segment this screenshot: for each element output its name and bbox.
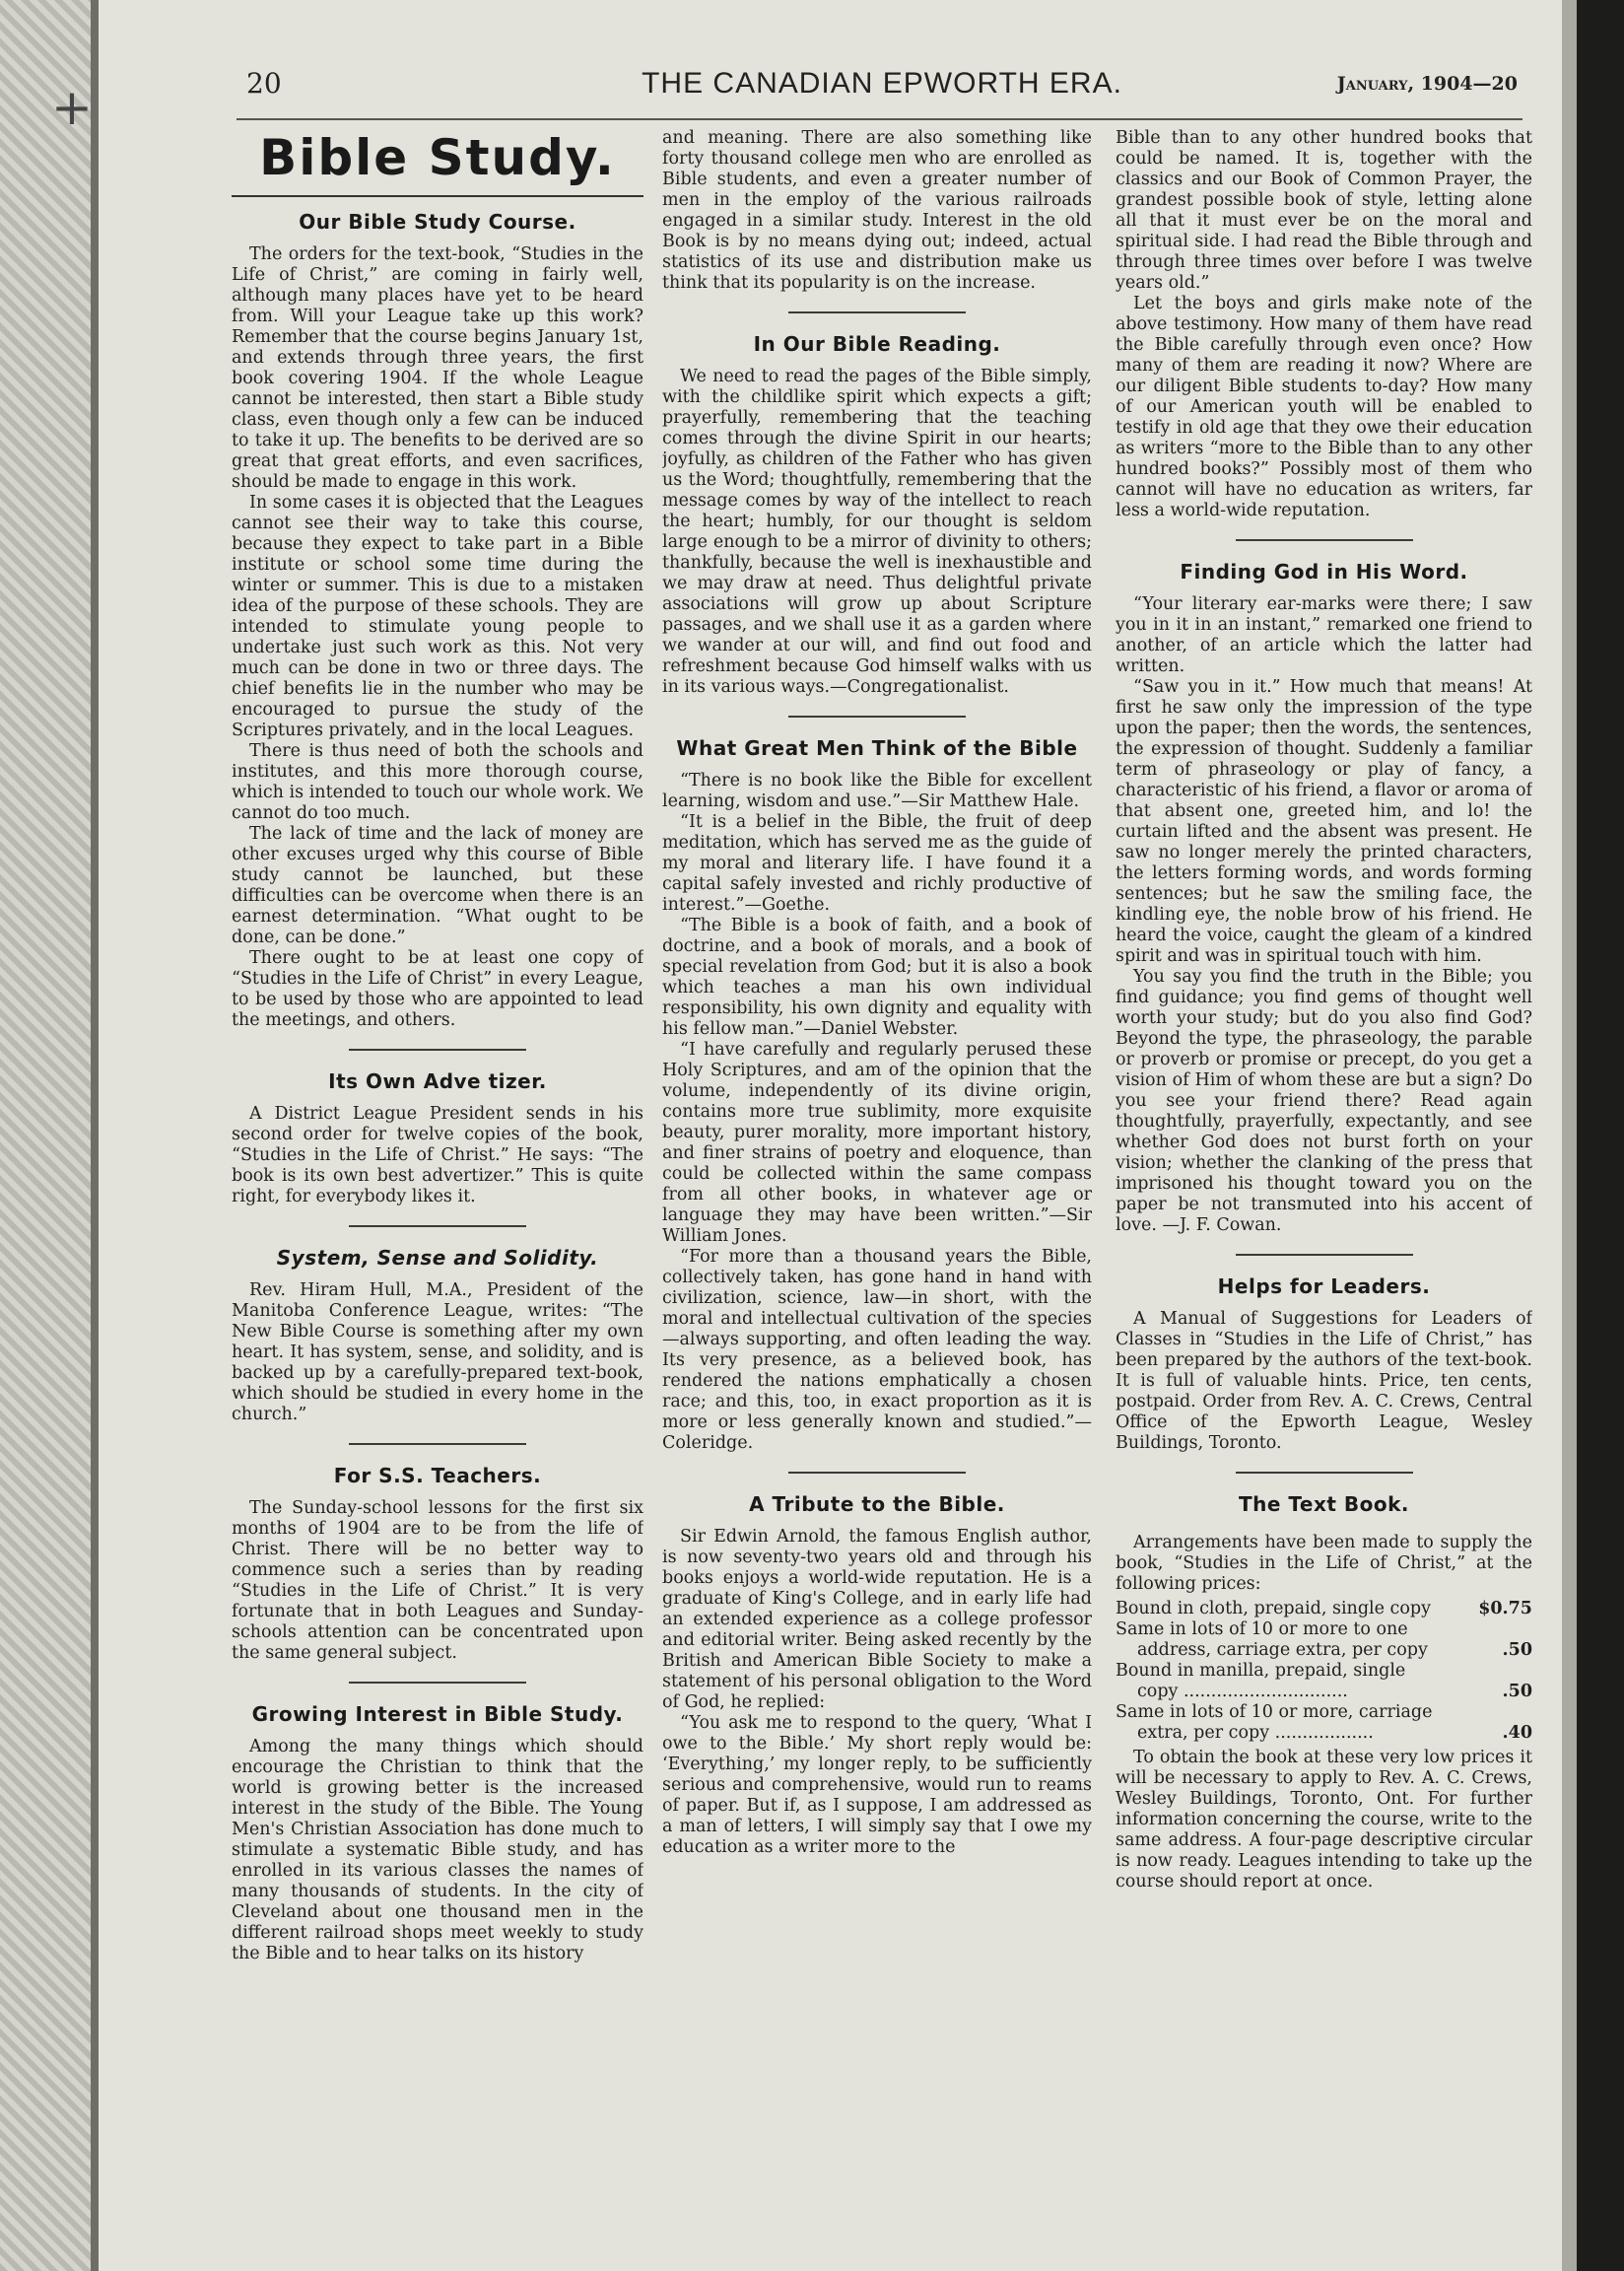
article-its-own-adve-tizer (232, 1068, 643, 1207)
column-1 (232, 128, 643, 2247)
article-paragraph: Let the boys and girls make note of the above testimony. How many of them have read the Bible carefully through even once? How many of them are reading it now? Where are our diligent Bible students to-day? How many of our American youth will be enabled to testify in old age that they owe their education as writers “more to the Bible than to any other hundred books?” Possibly most of them who cannot will have no education as writers, far less a world-wide reputation. (1116, 294, 1532, 520)
article-paragraph: You say you find the truth in the Bible; you find guidance; you find gems of thought well worth your study; but do you also find God? Beyond the type, the phraseology, the parable or proverb or promise or precept, do you get a vision of Him of whom these are but a sign? Do you see your friend there? Read again thoughtfully, prayerfully, expectantly, and see whether God does not burst forth on your vision; whether the clanking of the press that imprisoned his thought toward you on the paper be not transmuted into his accent of love. —J. F. Cowan. (1116, 967, 1532, 1235)
page-header (246, 67, 1518, 106)
price-row-continued (1116, 1723, 1532, 1744)
section-divider (1236, 539, 1413, 541)
article-paragraph: “You ask me to respond to the query, ‘What I owe to the Bible.’ My short reply would be: ‘Everything,’ my longer reply, to be sufficiently serious and comprehensive, would run to reams of paper. But if, as I suppose, I am addressed as a man of letters, I will simply say that I owe my education as a writer more to the (662, 1713, 1092, 1857)
article-our-bible-study-course (232, 209, 643, 1031)
section-divider (349, 1682, 526, 1684)
price-description: Bound in cloth, prepaid, single copy (1116, 1599, 1431, 1618)
article-paragraph: Arrangements have been made to supply the book, “Studies in the Life of Christ,” at the following prices: (1116, 1533, 1532, 1594)
price-row (1116, 1619, 1532, 1640)
issue-date: January, 1904—20 (1336, 73, 1518, 95)
article-paragraph: “I have carefully and regularly perused these Holy Scriptures, and am of the opinion that the volume, independently of its divine origin, contains more true sublimity, more exquisite beauty, purer morality, more important history, and finer strains of poetry and eloquence, than could be collected within the same compass from all other books, in whatever age or language they may have been written.”—Sir William Jones. (662, 1040, 1092, 1246)
price-row-continued (1116, 1682, 1532, 1702)
price-description-continued: copy .............................. (1137, 1682, 1348, 1701)
section-divider (1236, 1254, 1413, 1256)
article-paragraph: There is thus need of both the schools and institutes, and this more thorough course, which is intended to touch our whole work. We cannot do too much. (232, 741, 643, 823)
article-paragraph: The lack of time and the lack of money are other excuses urged why this course of Bible study cannot be launched, but these difficulties can be overcome when there is an earnest determination. “What ought to be done, can be done.” (232, 824, 643, 947)
article-paragraph: The Sunday-school lessons for the first six months of 1904 are to be from the life of Christ. There will be no better way to commence such a series than by reading “Studies in the Life of Christ.” It is very fortunate that in both Leagues and Sunday-schools attention can be concentrated upon the same general subject. (232, 1498, 643, 1663)
article-paragraph: “Your literary ear-marks were there; I saw you in it in an instant,” remarked one friend to another, of an article which the latter had written. (1116, 594, 1532, 676)
header-rule (237, 118, 1522, 120)
article-paragraph: Rev. Hiram Hull, M.A., President of the Manitoba Conference League, writes: “The New Bible Course is something after my own heart. It has system, sense, and solidity, and is backed up by a carefully-prepared text-book, which should be studied in every home in the church.” (232, 1280, 643, 1424)
pencil-mark-icon: + (51, 79, 93, 136)
price-amount: .50 (1502, 1640, 1532, 1660)
article-paragraph: “There is no book like the Bible for excellent learning, wisdom and use.”—Sir Matthew Hale. (662, 771, 1092, 811)
section-divider (788, 1472, 966, 1474)
book-binding (0, 0, 95, 2271)
article-paragraph: “For more than a thousand years the Bible, collectively taken, has gone hand in hand with civilization, science, law—in short, with the moral and intellectual cultivation of the species—always supporting, and often leading the way. Its very presence, as a believed book, has rendered the nations emphatically a chosen race; and this, too, in exact proportion as it is more or less generally known and studied.”—Coleridge. (662, 1247, 1092, 1453)
article-paragraph: A Manual of Suggestions for Leaders of Classes in “Studies in the Life of Christ,” has been prepared by the authors of the text-book. It is full of valuable hints. Price, ten cents, postpaid. Order from Rev. A. C. Crews, Central Office of the Epworth League, Wesley Buildings, Toronto. (1116, 1309, 1532, 1453)
article-heading: Helps for Leaders. (1217, 1274, 1431, 1298)
article-heading: The Text Book. (1238, 1492, 1409, 1516)
article-paragraph: Sir Edwin Arnold, the famous English author, is now seventy-two years old and through his books enjoys a world-wide reputation. He is a graduate of King's College, and in early life had an extended experience as a college professor and editorial writer. Being asked recently by the British and American Bible Society to make a statement of his personal obligation to the Word of God, he replied: (662, 1527, 1092, 1712)
price-description-continued: extra, per copy .................. (1137, 1723, 1374, 1743)
column-3-articles (1116, 128, 1532, 1454)
article-continued (662, 128, 1092, 294)
article-paragraph: A District League President sends in his second order for twelve copies of the book, “Studies in the Life of Christ.” He says: “The book is its own best advertizer.” This is quite right, for everybody likes it. (232, 1104, 643, 1206)
column-2 (662, 128, 1092, 2247)
article-for-s-s-teachers (232, 1463, 643, 1664)
price-row (1116, 1599, 1532, 1619)
article-heading: For S.S. Teachers. (333, 1464, 542, 1487)
article-heading: What Great Men Think of the Bible (676, 736, 1078, 760)
section-divider (788, 311, 966, 313)
page-title: Bible Study. (259, 129, 616, 186)
price-row (1116, 1702, 1532, 1723)
article-continued (1116, 128, 1532, 521)
column-3 (1116, 128, 1532, 2247)
masthead: THE CANADIAN EPWORTH ERA. (642, 67, 1122, 100)
article-paragraph: “Saw you in it.” How much that means! At first he saw only the impression of the type upon the paper; then the words, the sentences, the expression of thought. Suddenly a familiar term of phraseology or play of fancy, a characteristic of his friend, a flavor or aroma of that absent one, greeted him, and lo! the curtain lifted and the absent was present. He saw no longer merely the printed characters, the letters forming words, and words forming sentences; but he saw the smiling face, the kindling eye, the noble brow of his friend. He heard the voice, caught the gleam of a kindred spirit and was in spiritual touch with him. (1116, 677, 1532, 966)
article-heading: Its Own Adve tizer. (328, 1069, 547, 1093)
article-heading: System, Sense and Solidity. (276, 1246, 599, 1270)
article-paragraph: Among the many things which should encourage the Christian to think that the world is growing better is the increased interest in the study of the Bible. The Young Men's Christian Association has done much to stimulate a systematic Bible study, and has enrolled in its various classes the names of many thousands of students. In the city of Cleveland about one thousand men in the different railroad shops meet weekly to study the Bible and to hear talks on its history (232, 1737, 643, 1963)
article-paragraph: To obtain the book at these very low prices it will be necessary to apply to Rev. A. C. Crews, Wesley Buildings, Toronto, Ont. For further information concerning the course, write to the same address. A four-page descriptive circular is now ready. Leagues intending to take up the course should report at once. (1116, 1748, 1532, 1892)
section-divider (349, 1225, 526, 1227)
section-divider (788, 716, 966, 718)
price-row-continued (1116, 1640, 1532, 1661)
binding-edge (91, 0, 99, 2271)
article-a-tribute-to-the-bible (662, 1491, 1092, 1858)
article-heading: Finding God in His Word. (1180, 560, 1468, 584)
price-list (1116, 1599, 1532, 1744)
price-description: Bound in manilla, prepaid, single (1116, 1661, 1406, 1681)
article-paragraph: There ought to be at least one copy of “Studies in the Life of Christ” in every League, to be used by those who are appointed to lead the meetings, and others. (232, 948, 643, 1030)
article-growing-interest-in-bible-study (232, 1701, 643, 1964)
price-description: Same in lots of 10 or more to one (1116, 1619, 1408, 1639)
page-edge-strip (1562, 0, 1577, 2271)
article-helps-for-leaders (1116, 1273, 1532, 1454)
price-description: Same in lots of 10 or more, carriage (1116, 1702, 1433, 1722)
article-in-our-bible-reading (662, 331, 1092, 698)
article-paragraph: Bible than to any other hundred books that could be named. It is, together with the classics and our Book of Common Prayer, the grandest possible book of style, letting alone all that it must ever be on the moral and spiritual side. I had read the Bible through and through three times over before I was twelve years old.” (1116, 128, 1532, 293)
article-paragraph: “The Bible is a book of faith, and a book of doctrine, and a book of morals, and a book of special revelation from God; but it is also a book which teaches a man his own individual responsibility, his own dignity and equality with his fellow man.”—Daniel Webster. (662, 916, 1092, 1039)
article-paragraph: “It is a belief in the Bible, the fruit of deep meditation, which has served me as the guide of my moral and literary life. I have found it a capital safely invested and richly productive of interest.”—Goethe. (662, 812, 1092, 915)
article-what-great-men-think-of-the-bible (662, 735, 1092, 1454)
section-divider (1236, 1472, 1413, 1474)
article-heading: A Tribute to the Bible. (749, 1492, 1005, 1516)
title-rule (232, 195, 643, 197)
section-divider (349, 1443, 526, 1445)
price-amount: .40 (1502, 1723, 1532, 1743)
article-heading: Growing Interest in Bible Study. (251, 1702, 624, 1726)
article-finding-god-in-his-word (1116, 559, 1532, 1236)
page-number: 20 (246, 67, 282, 100)
article-heading: In Our Bible Reading. (753, 332, 1001, 356)
article-paragraph: The orders for the text-book, “Studies in the Life of Christ,” are coming in fairly well, although many places have yet to be heard from. Will your League take up this work? Remember that the course begins January 1st, and extends through three years, the first book covering 1904. If the whole League cannot be interested, then start a Bible study class, even though only a few can be induced to take it up. The benefits to be derived are so great that great efforts, and even sacrifices, should be made to engage in this work. (232, 244, 643, 492)
article-text-book (1116, 1491, 1532, 1892)
price-row (1116, 1661, 1532, 1682)
price-description-continued: address, carriage extra, per copy (1137, 1640, 1428, 1660)
article-paragraph: and meaning. There are also something like forty thousand college men who are enrolled as Bible students, and even a greater number of men in the employ of the various railroads engaged in a similar study. Interest in the old Book is by no means dying out; indeed, actual statistics of its use and distribution make us think that its popularity is on the increase. (662, 128, 1092, 293)
article-paragraph: We need to read the pages of the Bible simply, with the childlike spirit which expects a gift; prayerfully, remembering that the teaching comes through the divine Spirit in our hearts; joyfully, as children of the Father who has given us the Word; thoughtfully, remembering that the message comes by way of the intellect to reach the heart; humbly, for our thought is seldom large enough to be a mirror of divinity to others; thankfully, because the well is inexhaustible and we may draw at need. Thus delightful private associations will grow up about Scripture passages, and we shall use it as a garden where we wander at our will, and find out food and refreshment because God himself walks with us in its various ways.—Congregationalist. (662, 367, 1092, 697)
article-paragraph: In some cases it is objected that the Leagues cannot see their way to take this course, because they expect to take part in a Bible institute or school some time during the winter or summer. This is due to a mistaken idea of the purpose of these schools. They are intended to stimulate young people to undertake just such work as this. Not very much can be done in two or three days. The chief benefits lie in the number who may be encouraged to pursue the study of the Scriptures privately, and in the local Leagues. (232, 493, 643, 740)
price-amount: .50 (1502, 1682, 1532, 1701)
scan-dark-edge (1577, 0, 1624, 2271)
price-amount: $0.75 (1478, 1599, 1532, 1618)
section-divider (349, 1049, 526, 1051)
article-system-sense-and-solidity (232, 1245, 643, 1425)
article-heading: Our Bible Study Course. (299, 210, 576, 234)
